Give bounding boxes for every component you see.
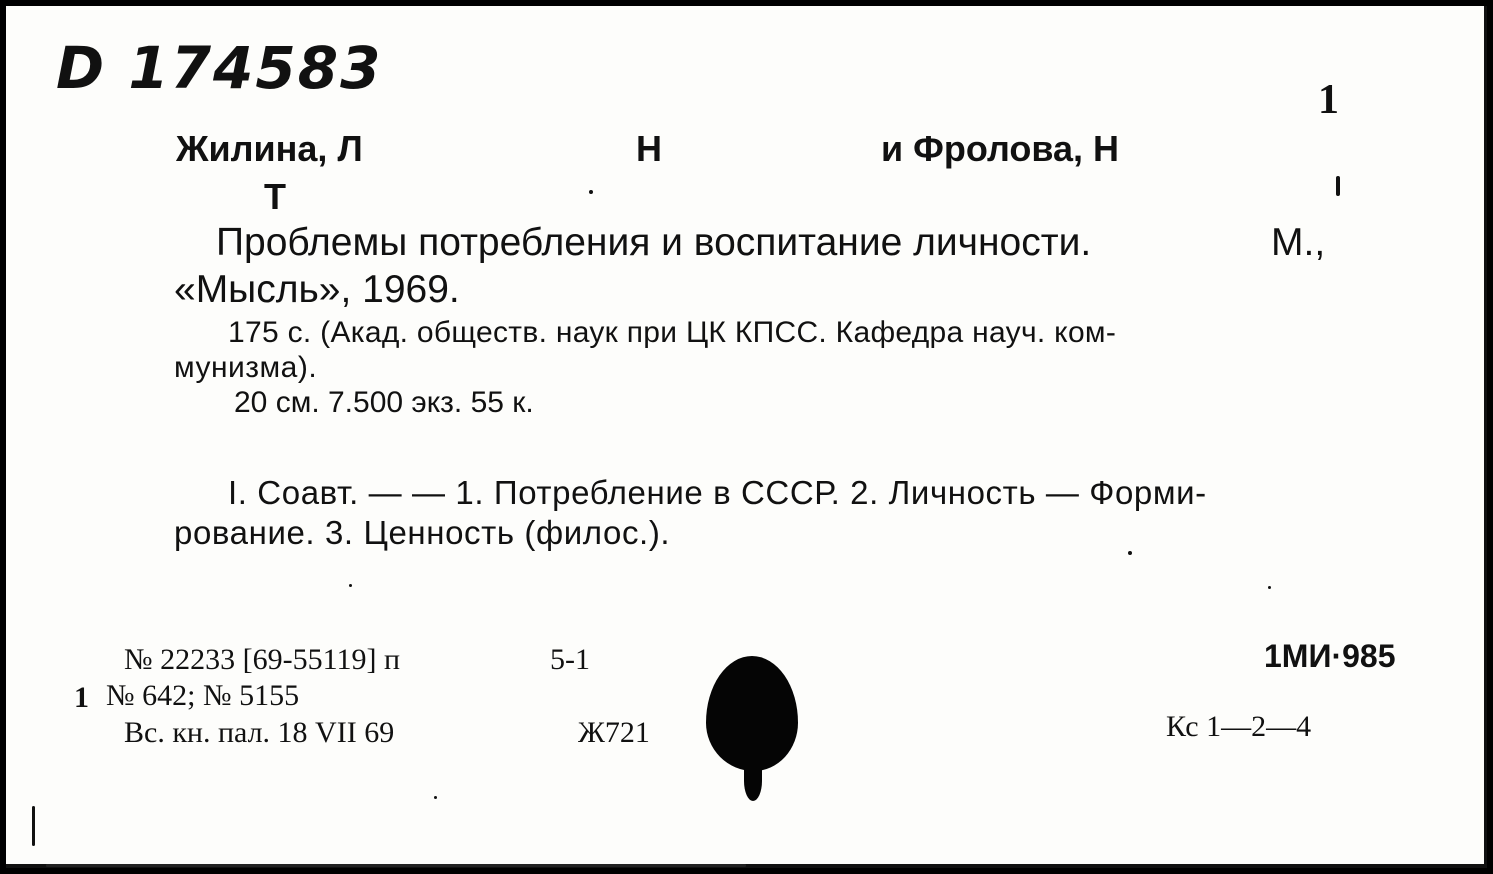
scan-speck [1336,176,1340,196]
description-line-2: мунизма). [174,351,318,384]
zh-code: Ж721 [578,716,650,749]
shelf-mark: 1МИ·985 [1264,638,1396,674]
scan-speck [1128,551,1132,555]
scan-speck [434,796,437,799]
author-secondary: и Фролова, Н [881,128,1120,169]
author-primary: Жилина, Л [176,128,363,169]
scan-speck [589,190,593,194]
book-chamber-line: Вс. кн. пал. 18 VII 69 [124,716,395,749]
scan-speck [1268,586,1271,589]
description-line-1: 175 с. (Акад. обществ. наук при ЦК КПСС. Кафедра науч. ком- [228,316,1117,349]
scan-speck [349,584,352,587]
publication-place: М., [1271,221,1326,264]
record-code: 5-1 [550,643,590,676]
ink-blot-tail [744,761,762,801]
title-line-2: «Мысль», 1969. [174,268,460,311]
accession-number: D 174583 [56,34,383,102]
card-number: 1 [1318,77,1339,123]
subjects-line-2: рование. 3. Ценность (филос.). [174,514,671,551]
physical-description: 20 см. 7.500 экз. 55 к. [234,386,534,419]
author-secondary-initial: Т [264,176,286,217]
classification-code: Кс 1—2—4 [1166,710,1312,743]
scan-mark [32,806,35,846]
title-line-1: Проблемы потребления и воспитание личности. [216,221,1092,264]
record-number-2: № 642; № 5155 [106,679,300,712]
record-number: № 22233 [69-55119] п [124,643,401,676]
catalog-card [6,6,1487,868]
record-prefix: 1 [74,681,89,714]
author-primary-initial: Н [636,128,662,169]
ink-blot [706,656,798,771]
scan-edge-line [46,864,746,867]
subjects-line-1: I. Соавт. — — 1. Потребление в СССР. 2. Личность — Форми- [228,474,1207,511]
